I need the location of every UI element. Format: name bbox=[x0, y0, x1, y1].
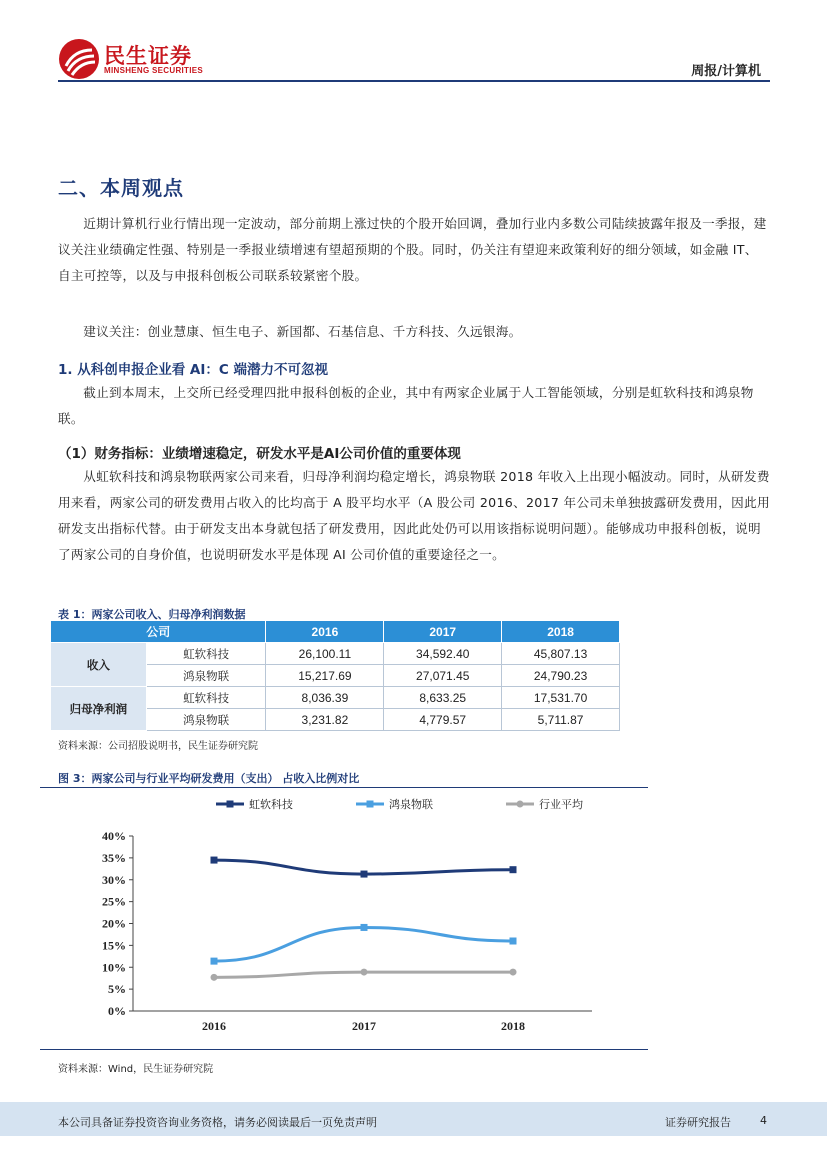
data-point bbox=[211, 958, 218, 965]
data-point bbox=[510, 969, 517, 976]
data-point bbox=[361, 924, 368, 931]
cell-company: 虹软科技 bbox=[146, 687, 266, 709]
section-title: 二、本周观点 bbox=[58, 176, 184, 200]
y-tick-label: 35% bbox=[102, 850, 126, 865]
y-tick-label: 0% bbox=[108, 1004, 126, 1018]
column-header-company: 公司 bbox=[51, 621, 266, 643]
brand-name-en: MINSHENG SECURITIES bbox=[104, 66, 204, 75]
cell-value: 34,592.40 bbox=[384, 643, 502, 665]
cell-company: 虹软科技 bbox=[146, 643, 266, 665]
table-title: 表 1：两家公司收入、归母净利润数据 bbox=[58, 608, 246, 621]
table-row bbox=[51, 643, 620, 665]
y-tick-label: 10% bbox=[102, 960, 126, 975]
revenue-profit-table bbox=[50, 620, 620, 731]
column-header-2017: 2017 bbox=[384, 621, 502, 643]
page-footer bbox=[0, 1102, 827, 1136]
y-tick-label: 25% bbox=[102, 894, 126, 909]
cell-value: 3,231.82 bbox=[266, 709, 384, 731]
legend-marker bbox=[227, 801, 234, 808]
x-tick-label: 2016 bbox=[202, 1019, 226, 1033]
legend-label: 鸿泉物联 bbox=[389, 798, 433, 811]
cell-value: 8,633.25 bbox=[384, 687, 502, 709]
cell-value: 27,071.45 bbox=[384, 665, 502, 687]
series-line-2 bbox=[214, 927, 513, 961]
column-header-2018: 2018 bbox=[502, 621, 620, 643]
subheading-financial-indicators: （1）财务指标：业绩增速稳定，研发水平是AI公司价值的重要体现 bbox=[58, 446, 461, 462]
table-header-row bbox=[51, 621, 620, 643]
page-header bbox=[0, 0, 827, 84]
header-divider bbox=[58, 80, 770, 82]
data-point bbox=[361, 969, 368, 976]
report-type: 周报/计算机 bbox=[691, 64, 761, 79]
page-number: 4 bbox=[760, 1114, 767, 1127]
data-point bbox=[510, 866, 517, 873]
row-group-net-profit: 归母净利润 bbox=[51, 687, 147, 731]
row-group-revenue: 收入 bbox=[51, 643, 147, 687]
minsheng-logo-icon bbox=[58, 38, 100, 80]
cell-value: 26,100.11 bbox=[266, 643, 384, 665]
cell-value: 24,790.23 bbox=[502, 665, 620, 687]
paragraph-star-market-applicants: 截止到本周末，上交所已经受理四批申报科创板的企业，其中有两家企业属于人工智能领域，分别是虹软科技和鸿泉物联。 bbox=[58, 385, 754, 426]
cell-company: 鸿泉物联 bbox=[146, 665, 266, 687]
legend-label: 虹软科技 bbox=[249, 798, 293, 811]
data-point bbox=[510, 938, 517, 945]
x-tick-label: 2017 bbox=[352, 1019, 376, 1033]
figure-title: 图 3：两家公司与行业平均研发费用（支出） 占收入比例对比 bbox=[58, 772, 360, 785]
paragraph-weekly-view: 近期计算机行业行情出现一定波动，部分前期上涨过快的个股开始回调，叠加行业内多数公司陆续披露年报及一季报，建议关注业绩确定性强、特别是一季报业绩增速有望超预期的个股。同时，仍关注有望迎来政策利好的细分领域，如金融 IT、自主可控等，以及与申报科创板公司联系较紧密个股。 bbox=[58, 216, 767, 283]
footer-label: 证券研究报告 bbox=[665, 1116, 731, 1129]
paragraph-financial-analysis: 从虹软科技和鸿泉物联两家公司来看，归母净利润均稳定增长，鸿泉物联 2018 年收入上出现小幅波动。同时，从研发费用来看，两家公司的研发费用占收入的比均高于 A 股平均水平（A 股公司 2016、2017 年公司未单独披露研发费用，因此用研发支出指标代替。由于研发支出本身就包括了研发费用，因此此处仍可以用该指标说明问题）。能够成功申报科创板，说明了两家公司的自身价值，也说明研发水平是体现 AI 公司价值的重要途径之一。 bbox=[58, 469, 770, 562]
data-point bbox=[361, 871, 368, 878]
cell-value: 45,807.13 bbox=[502, 643, 620, 665]
figure-bottom-rule bbox=[40, 1049, 648, 1050]
cell-value: 17,531.70 bbox=[502, 687, 620, 709]
table-row bbox=[51, 687, 620, 709]
y-tick-label: 5% bbox=[108, 982, 126, 997]
column-header-2016: 2016 bbox=[266, 621, 384, 643]
cell-company: 鸿泉物联 bbox=[146, 709, 266, 731]
legend-marker bbox=[367, 801, 374, 808]
legend-label: 行业平均 bbox=[539, 798, 583, 811]
y-tick-label: 20% bbox=[102, 916, 126, 931]
y-tick-label: 40% bbox=[102, 829, 126, 843]
x-tick-label: 2018 bbox=[501, 1019, 525, 1033]
footer-disclaimer: 本公司具备证券投资咨询业务资格，请务必阅读最后一页免责声明 bbox=[58, 1116, 377, 1129]
data-point bbox=[211, 857, 218, 864]
cell-value: 4,779.57 bbox=[384, 709, 502, 731]
table-source: 资料来源：公司招股说明书，民生证券研究院 bbox=[58, 741, 258, 752]
brand-name-cn: 民生证券 bbox=[104, 44, 192, 68]
y-tick-label: 15% bbox=[102, 938, 126, 953]
cell-value: 15,217.69 bbox=[266, 665, 384, 687]
subheading-ai-star-market: 1. 从科创申报企业看 AI：C 端潜力不可忽视 bbox=[58, 362, 328, 378]
cell-value: 8,036.39 bbox=[266, 687, 384, 709]
y-tick-label: 30% bbox=[102, 872, 126, 887]
legend-marker bbox=[517, 801, 524, 808]
figure-source: 资料来源：Wind，民生证券研究院 bbox=[58, 1064, 214, 1075]
cell-value: 5,711.87 bbox=[502, 709, 620, 731]
paragraph-recommendations: 建议关注：创业慧康、恒生电子、新国都、石基信息、千方科技、久远银海。 bbox=[83, 324, 522, 339]
rd-ratio-line-chart bbox=[40, 788, 648, 1048]
data-point bbox=[211, 974, 218, 981]
